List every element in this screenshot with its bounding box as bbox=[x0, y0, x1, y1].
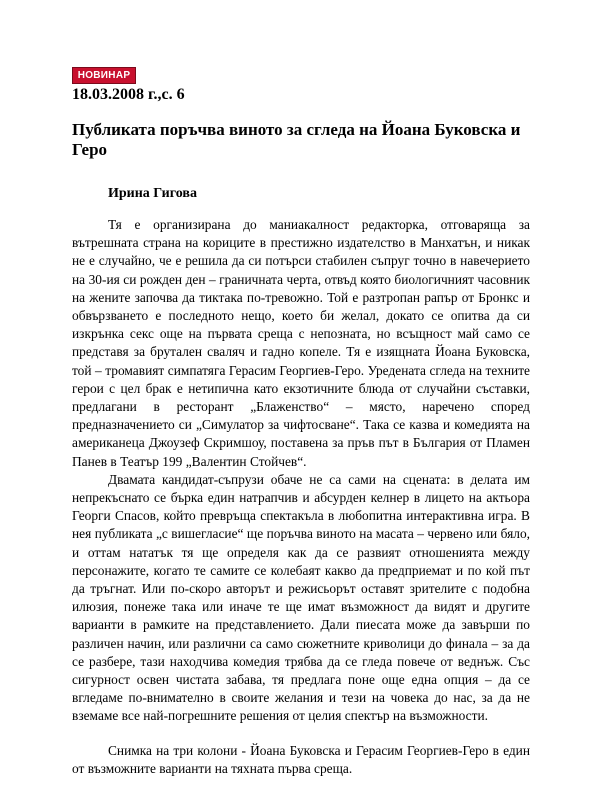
paragraph: Двамата кандидат-съпрузи обаче не са сами на сцената: в делата им непрекъснато се бърка един натрапчив и абсурден келнер в лицето на актьора Георги Спасов, който превръща спектакъла в любопитна интерактивна игра. В нея публиката „с вишегласие“ ще поръчва виното на масата – червено или бяло, и оттам нататък тя ще определя как да се развият отношенията между персонажите, когато те самите се колебаят какво да предприемат и по кой път да тръгнат. Или по-скоро авторът и режисьорът оставят зрителите с подобна илюзия, понеже така или иначе те ще имат възможност да видят и другите варианти в рамките на представлението. Дали пиесата може да завърши по различен начин, или различни са само сюжетните криволици до финала – за да се разбере, тази находчива комедия трябва да се гледа повече от веднъж. Със сигурност освен чистата забава, тя предлага поне още една опция – да се вгледаме по-внимателно в своите желания и тези на човека до нас, за да не вземаме все най-погрешните решения от целия спектър на възможности. bbox=[72, 471, 530, 724]
article-headline: Публиката поръчва виното за сгледа на Йоана Буковска и Геро bbox=[72, 120, 521, 159]
article-author: Ирина Гигова bbox=[108, 186, 197, 201]
logo-text: НОВИНАР bbox=[77, 69, 131, 81]
photo-caption: Снимка на три колони - Йоана Буковска и Герасим Георгиев-Геро в един от възможните варианти на тяхната първа среща. bbox=[72, 742, 530, 776]
novinar-logo bbox=[72, 67, 136, 84]
article-body bbox=[72, 216, 530, 778]
paragraph: Тя е организирана до маниакалност редакторка, отговаряща за вътрешната страна на кориците в престижно издателство в Манхатън, и никак не е случайно, че е решила да си потърси стабилен съпруг точно в навечерието на 30-ия си рожден ден – граничната черта, отвъд която биологичният часовник на жените започва да тиктака по-тревожно. Той е разтропан рапър от Бронкс и обвързването е последното нещо, което би желал, докато се опитва да си изкрънка секс още на първата среща с непозната, но всъщност май само се представя за брутален сваляч и гадно копеле. Тя е изящната Йоана Буковска, той – тромавият симпатяга Герасим Георгиев-Геро. Уредената сгледа на техните герои с цел брак е нетипична като екзотичните блюда от случайни съставки, предлагани в ресторант „Блаженство“ – място, наречено според предназначението си „Симулатор за чифтосване“. Така се казва и комедията на американеца Джоузеф Скримшоу, поставена за пръв път в България от Пламен Панев в Театър 199 „Валентин Стойчев“. bbox=[72, 217, 530, 469]
dateline: 18.03.2008 г.,с. 6 bbox=[72, 86, 185, 103]
